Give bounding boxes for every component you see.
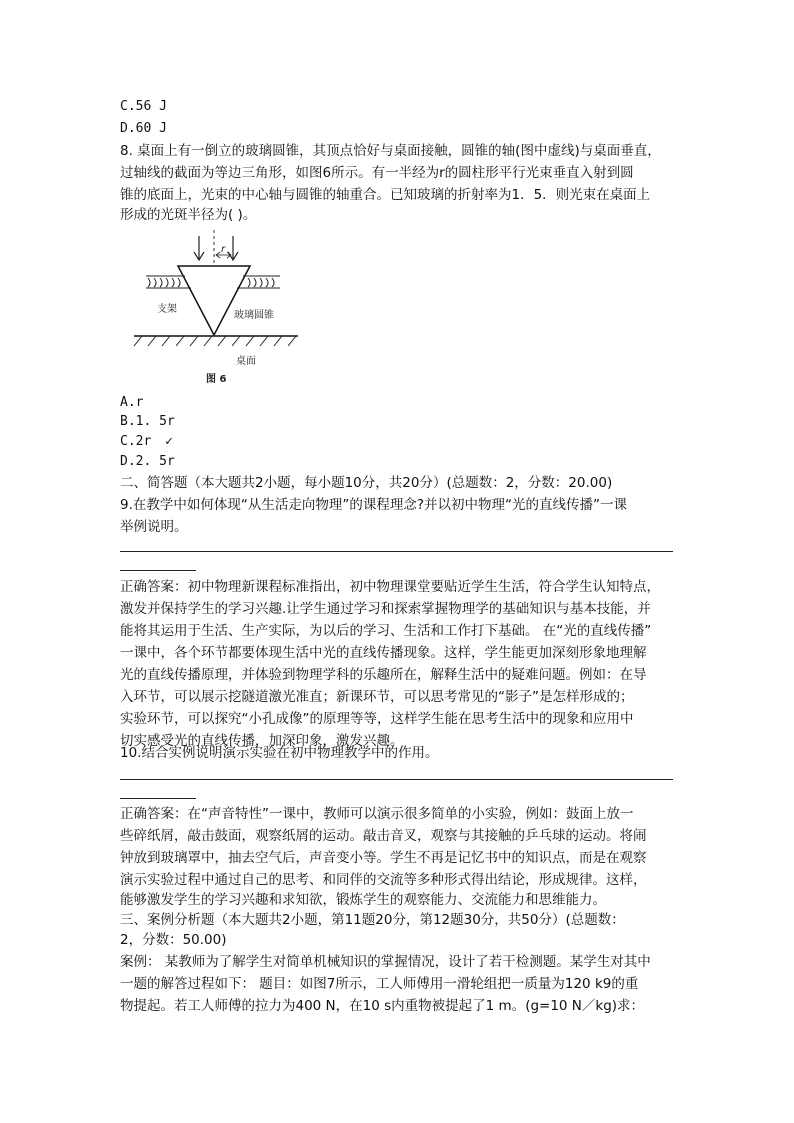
q10-answer-line-2: 些碎纸屑，敲击鼓面，观察纸屑的运动。敲击音叉，观察与其接触的乒乓球的运动。将闹 [120, 828, 647, 844]
q9-answer-line-1: 正确答案：初中物理新课程标准指出，初中物理课堂要贴近学生生活，符合学生认知特点， [120, 579, 660, 595]
section-3-header-line-1: 三、案例分析题（本大题共2小题，第11题20分，第12题30分，共50分）(总题数： [120, 912, 625, 928]
correct-checkmark-icon: ✓ [165, 434, 173, 449]
q10-answer-line-4: 演示实验过程中通过自己的思考、和同伴的交流等多种形式得出结论，形成规律。这样， [120, 872, 647, 888]
q10-answer-line-3: 钟放到玻璃罩中，抽去空气后，声音变小等。学生不再是记忆书中的知识点，而是在观察 [120, 850, 647, 866]
case-line-3: 物提起。若工人师傅的拉力为400 N，在10 s内重物被提起了1 m。(g=10 N／kg)求： [120, 998, 645, 1014]
case-line-1: 案例： 某教师为了解学生对简单机械知识的掌握情况，设计了若干检测题。某学生对其中 [120, 954, 651, 970]
q8-option-a: A.r [120, 395, 144, 410]
q9-line-2: 举例说明。 [120, 519, 188, 535]
q8-option-b: B.1. 5r [120, 414, 175, 429]
label-r: r [221, 244, 226, 255]
answer-line-short [120, 570, 196, 571]
q8-option-c-text: C.2r [120, 434, 152, 449]
option-c-prev: C.56 J [120, 99, 167, 114]
label-support: 支架 [157, 304, 177, 315]
q8-line-1: 8. 桌面上有一倒立的玻璃圆锥，其顶点恰好与桌面接触，圆锥的轴(图中虚线)与桌面垂直， [120, 143, 661, 159]
q10-question: 10.结合实例说明演示实验在初中物理教学中的作用。 [120, 745, 439, 761]
q9-answer-line-5: 光的直线传播原理，并体验到物理学科的乐趣所在，解释生活中的疑难问题。例如：在导 [120, 667, 647, 683]
q10-answer-line-1: 正确答案：在“声音特性”一课中，教师可以演示很多简单的小实验，例如：鼓面上放一 [120, 806, 634, 822]
q9-answer-line-2: 激发并保持学生的学习兴趣.让学生通过学习和探索掌握物理学的基础知识与基本技能，并 [120, 601, 651, 617]
section-2-header: 二、简答题（本大题共2小题，每小题10分，共20分）(总题数：2，分数：20.00) [120, 475, 613, 491]
label-glass-cone: 玻璃圆锥 [234, 310, 274, 321]
q8-option-d: D.2. 5r [120, 454, 175, 469]
q9-answer-line-3: 能将其运用于生活、生产实际，为以后的学习、生活和工作打下基础。 在“光的直线传播” [120, 623, 652, 639]
label-table: 桌面 [236, 356, 256, 367]
q8-line-4: 形成的光斑半径为( )。 [120, 207, 257, 223]
case-line-2: 一题的解答过程如下： 题目：如图7所示，工人师傅用一滑轮组把一质量为120 k9的重 [120, 976, 639, 992]
table-hatching [134, 336, 296, 346]
answer-line [120, 551, 673, 552]
q9-answer-line-4: 一课中，各个环节都要体现生活中光的直线传播现象。这样，学生能更加深刻形象地理解 [120, 645, 647, 661]
q8-option-c [120, 431, 173, 453]
q9-answer-line-8: 切实感受光的直线传播，加深印象，激发兴趣。 [120, 733, 404, 749]
section-3-header-line-2: 2，分数：50.00) [120, 932, 227, 948]
answer-line-short [120, 798, 196, 799]
q9-answer-line-6: 入环节，可以展示挖隧道激光准直；新课环节，可以思考常见的“影子”是怎样形成的； [120, 689, 634, 705]
q8-line-3: 锥的底面上，光束的中心轴与圆锥的轴重合。已知玻璃的折射率为1．5．则光束在桌面上 [120, 187, 651, 203]
option-d-prev: D.60 J [120, 121, 167, 136]
q9-answer-line-7: 实验环节，可以探究“小孔成像”的原理等等，这样学生能在思考生活中的现象和应用中 [120, 711, 634, 727]
answer-line [120, 779, 673, 780]
q8-line-2: 过轴线的截面为等边三角形，如图6所示。有一半经为r的圆柱形平行光束垂直入射到圆 [120, 165, 634, 181]
q10-answer-line-5: 能够激发学生的学习兴趣和求知欲，锻炼学生的观察能力、交流能力和思维能力。 [120, 892, 606, 908]
light-arrow-left [194, 236, 204, 260]
figure-6-cone-diagram [130, 230, 310, 390]
q9-line-1: 9.在教学中如何体现“从生活走向物理”的课程理念?并以初中物理“光的直线传播”一课 [120, 497, 628, 513]
glass-cone [178, 266, 250, 335]
figure-caption: 图 6 [206, 374, 227, 385]
